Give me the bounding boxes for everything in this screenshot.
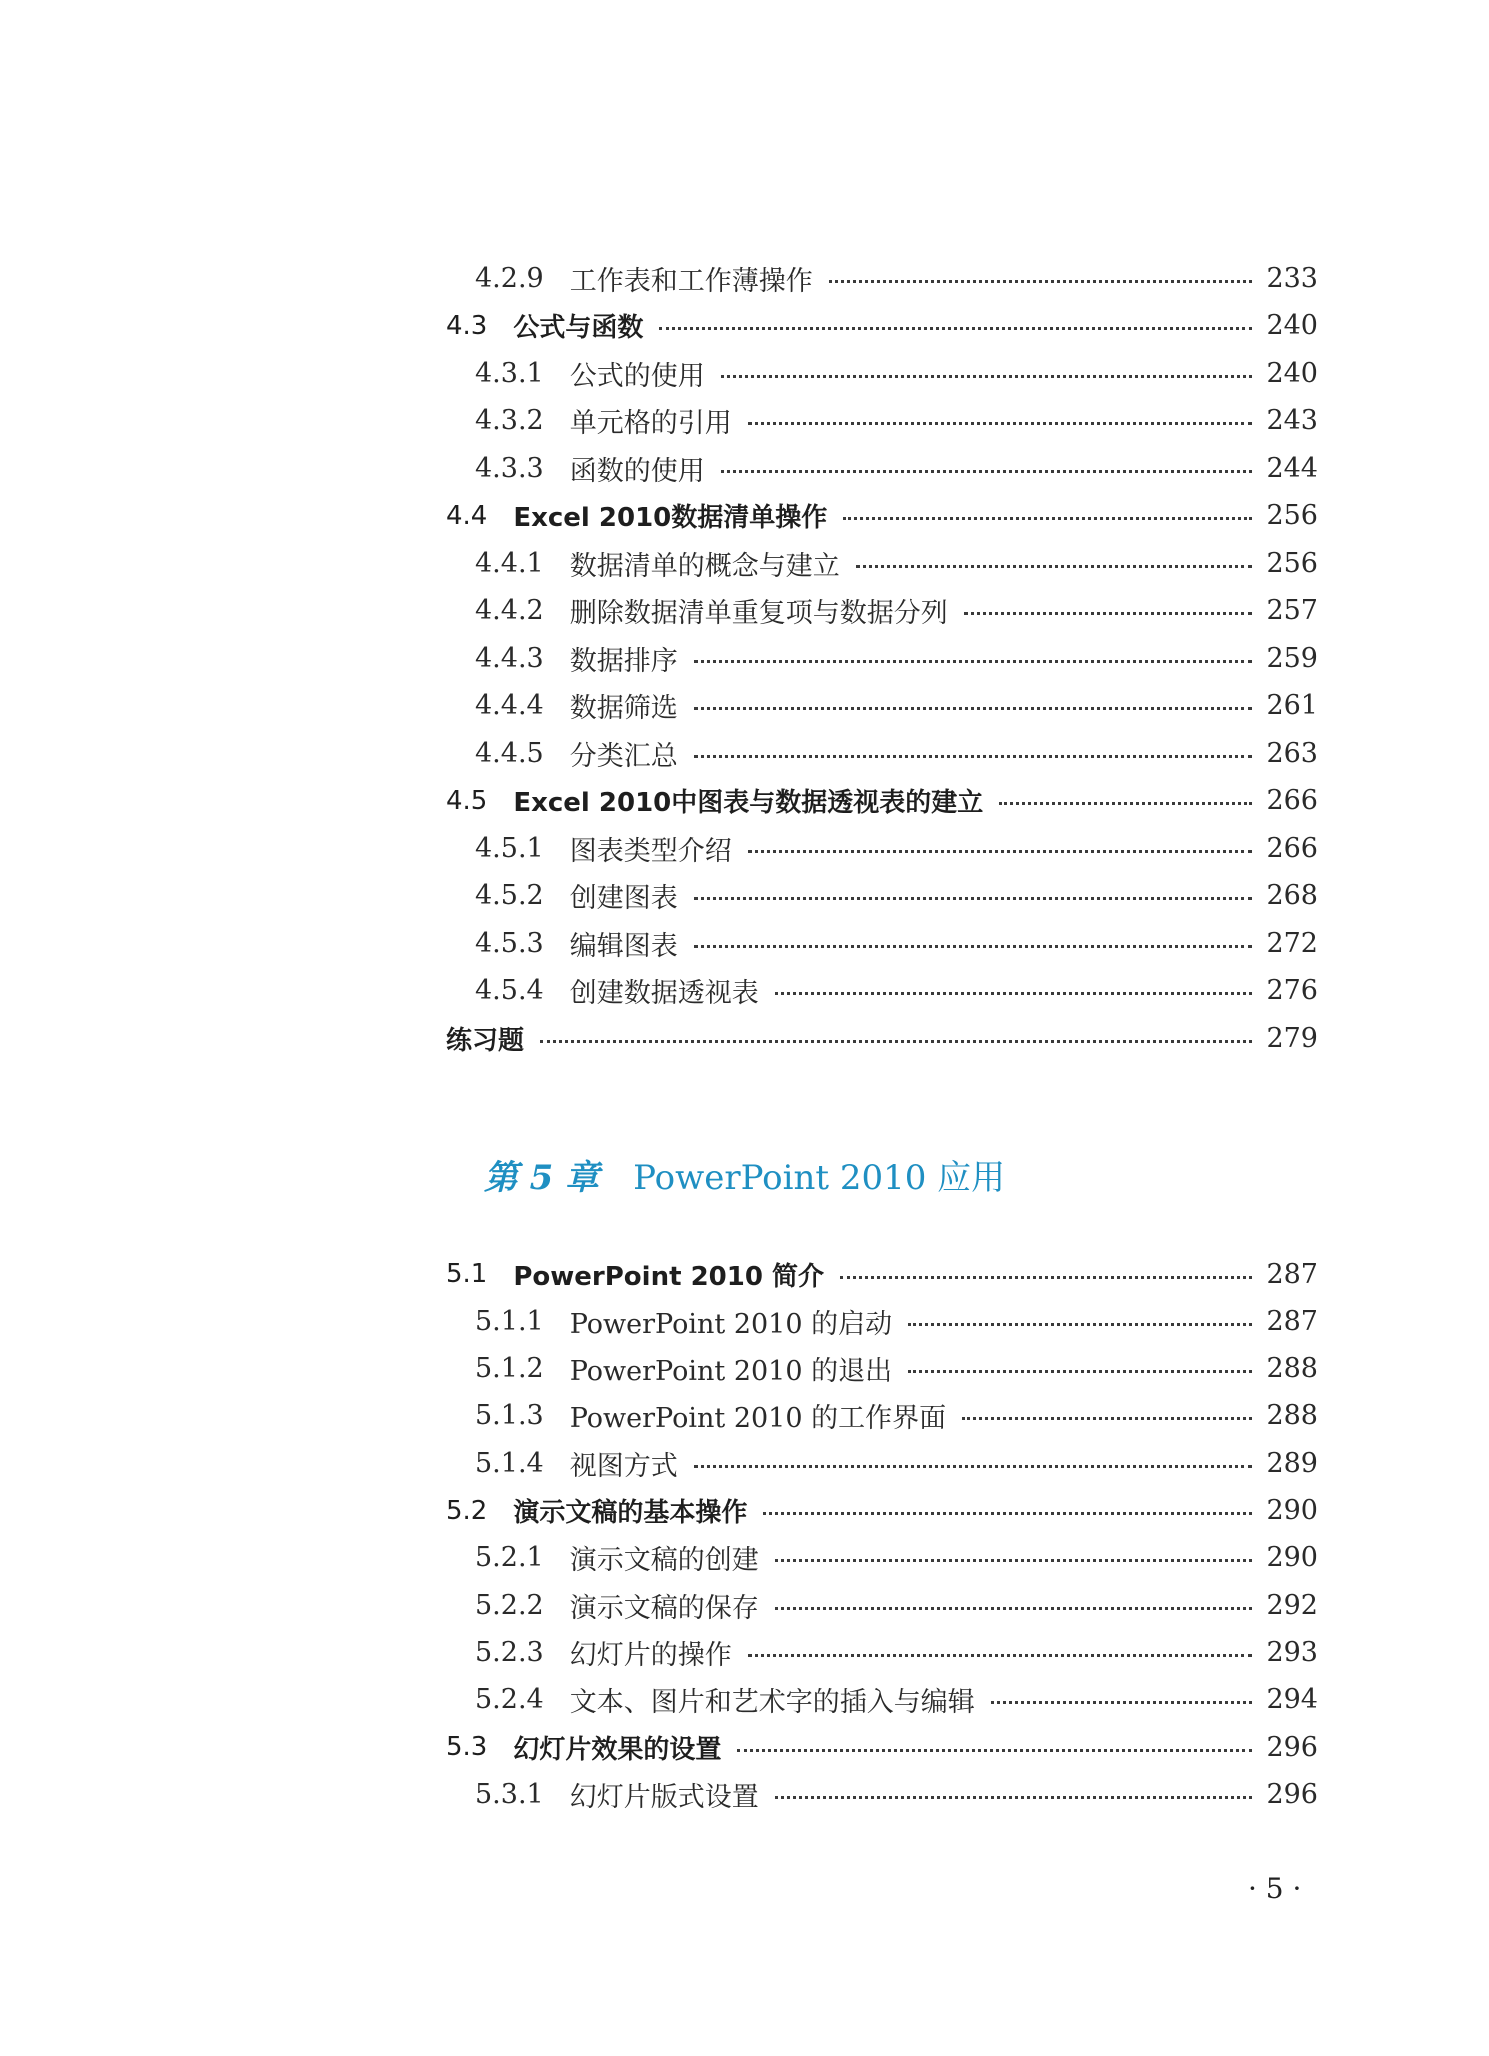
- toc-entry-number: 5.1.1: [475, 1305, 544, 1337]
- toc-entry-number: 5.2.1: [475, 1542, 544, 1574]
- dot-leader: [964, 612, 1253, 615]
- toc-entry: [446, 496, 1318, 536]
- dot-leader: [763, 1512, 1252, 1515]
- toc-entry-number: 5.3: [446, 1732, 488, 1762]
- toc-entry: [446, 1727, 1318, 1767]
- toc-entry-title: PowerPoint 2010 的退出: [569, 1356, 893, 1388]
- toc-entry-title: Excel 2010数据清单操作: [513, 503, 828, 533]
- toc-entry-page: 233: [1266, 262, 1318, 294]
- dot-leader: [991, 1701, 1253, 1704]
- toc-entry-page: 296: [1266, 1778, 1318, 1810]
- toc-entry-number: 4.4.2: [475, 595, 544, 626]
- toc-entry: [446, 733, 1318, 773]
- chapter-label: 第 5 章: [483, 1158, 600, 1198]
- toc-entry-page: 287: [1266, 1305, 1318, 1337]
- toc-entry-title: 演示文稿的基本操作: [513, 1498, 748, 1528]
- toc-entry-number: 4.4.3: [475, 642, 544, 674]
- toc-entry-page: 268: [1266, 880, 1318, 911]
- dot-leader: [737, 1749, 1252, 1752]
- toc-entry: [446, 401, 1318, 441]
- toc-entry: [446, 1632, 1318, 1672]
- toc-entry: [446, 686, 1318, 726]
- toc-entry-number: 4.3: [446, 310, 488, 341]
- toc-entry-number: 5.1.3: [475, 1400, 544, 1432]
- dot-leader: [775, 992, 1253, 995]
- toc-entry-title: PowerPoint 2010 的启动: [569, 1308, 893, 1340]
- toc-entry-number: 5.2.2: [475, 1589, 544, 1621]
- toc-entry-page: 244: [1266, 452, 1318, 484]
- toc-entry-title: 单元格的引用: [569, 408, 732, 439]
- toc-entry-page: 240: [1266, 310, 1318, 341]
- toc-entry-number: 4.4: [446, 500, 488, 531]
- toc-entry-page: 279: [1266, 1022, 1318, 1054]
- toc-entry: [446, 448, 1318, 488]
- toc-entry-title: 演示文稿的保存: [569, 1592, 759, 1624]
- toc-entry-page: 289: [1266, 1447, 1318, 1479]
- dot-leader: [694, 660, 1253, 663]
- toc-entry-title: PowerPoint 2010 简介: [513, 1261, 824, 1292]
- dot-leader: [540, 1040, 1252, 1043]
- dot-leader: [721, 470, 1253, 473]
- toc-entry-title: 数据清单的概念与建立: [569, 550, 840, 582]
- toc-entry-page: 296: [1266, 1731, 1318, 1763]
- toc-entry-title: 文本、图片和艺术字的插入与编辑: [569, 1687, 975, 1719]
- toc-entry-title: 创建数据透视表: [569, 978, 759, 1009]
- dot-leader: [829, 280, 1253, 283]
- toc-entry-title: 练习题: [446, 1025, 525, 1056]
- toc-entry-number: 4.5.3: [475, 927, 544, 959]
- toc-entry-title: 视图方式: [569, 1450, 678, 1482]
- toc-entry-number: 4.3.2: [475, 405, 544, 436]
- dot-leader: [694, 1465, 1253, 1468]
- toc-entry-title: 数据筛选: [569, 693, 678, 724]
- toc-entry-number: 5.1.4: [475, 1447, 544, 1479]
- toc-entry-page: 243: [1266, 405, 1318, 436]
- toc-entry-page: 257: [1266, 595, 1318, 626]
- toc-entry: [446, 828, 1318, 868]
- toc-entry-title: Excel 2010中图表与数据透视表的建立: [513, 788, 984, 818]
- toc-entry: [446, 781, 1318, 821]
- toc-entry: [446, 306, 1318, 346]
- toc-entry: [446, 876, 1318, 916]
- dot-leader: [659, 327, 1252, 330]
- toc-entry: [446, 543, 1318, 583]
- toc-entry-page: 256: [1266, 547, 1318, 579]
- toc-entry-page: 256: [1266, 500, 1318, 531]
- toc-entry-title: 编辑图表: [569, 930, 678, 962]
- toc-entry-page: 288: [1266, 1400, 1318, 1432]
- toc-entry-title: 函数的使用: [569, 455, 705, 487]
- dot-leader: [908, 1323, 1252, 1326]
- chapter-heading: [0, 1150, 1489, 1199]
- dot-leader: [999, 802, 1252, 805]
- dot-leader: [856, 565, 1253, 568]
- dot-leader: [721, 375, 1253, 378]
- toc-entry-page: 292: [1266, 1589, 1318, 1621]
- toc-entry-page: 290: [1266, 1495, 1318, 1526]
- toc-entry-number: 4.4.5: [475, 737, 544, 769]
- toc-entry-page: 259: [1266, 642, 1318, 674]
- toc-entry-page: 276: [1266, 975, 1318, 1006]
- dot-leader: [843, 517, 1252, 520]
- dot-leader: [748, 850, 1253, 853]
- toc-entry: [446, 1349, 1318, 1389]
- toc-entry-title: 工作表和工作薄操作: [569, 265, 813, 297]
- dot-leader: [775, 1607, 1253, 1610]
- toc-entry: [446, 971, 1318, 1011]
- dot-leader: [748, 1654, 1253, 1657]
- toc-entry-title: 数据排序: [569, 645, 678, 677]
- toc-entry: [446, 1018, 1318, 1058]
- dot-leader: [840, 1276, 1252, 1279]
- toc-entry: [446, 1774, 1318, 1814]
- toc-entry: [446, 1538, 1318, 1578]
- toc-entry-title: PowerPoint 2010 的工作界面: [569, 1403, 947, 1435]
- toc-entry: [446, 258, 1318, 298]
- toc-entry-title: 演示文稿的创建: [569, 1545, 759, 1577]
- toc-entry-page: 240: [1266, 357, 1318, 389]
- toc-entry-number: 5.1.2: [475, 1353, 544, 1385]
- toc-entry-page: 261: [1266, 690, 1318, 721]
- dot-leader: [775, 1559, 1253, 1562]
- page-number: · 5 ·: [1248, 1872, 1302, 1905]
- toc-entry-number: 5.2.4: [475, 1684, 544, 1716]
- toc-entry-page: 266: [1266, 785, 1318, 816]
- toc-entry-number: 4.5.4: [475, 975, 544, 1006]
- toc-entry-number: 4.4.4: [475, 690, 544, 721]
- toc-entry-title: 删除数据清单重复项与数据分列: [569, 598, 948, 629]
- toc-entry: [446, 1585, 1318, 1625]
- toc-entry-number: 5.1: [446, 1259, 488, 1289]
- toc-entry-page: 272: [1266, 927, 1318, 959]
- toc-entry-number: 4.3.1: [475, 357, 544, 389]
- toc-entry-page: 266: [1266, 832, 1318, 864]
- dot-leader: [694, 945, 1253, 948]
- toc-entry-title: 创建图表: [569, 883, 678, 914]
- toc-entry: [446, 1491, 1318, 1531]
- toc-entry-page: 263: [1266, 737, 1318, 769]
- toc-entry-page: 288: [1266, 1353, 1318, 1385]
- dot-leader: [775, 1796, 1253, 1799]
- toc-entry: [446, 1301, 1318, 1341]
- toc-entry-number: 5.3.1: [475, 1778, 544, 1810]
- toc-entry-title: 分类汇总: [569, 740, 678, 772]
- toc-entry-number: 4.5.2: [475, 880, 544, 911]
- dot-leader: [908, 1370, 1252, 1373]
- toc-entry-number: 4.2.9: [475, 262, 544, 294]
- toc-entry-number: 4.4.1: [475, 547, 544, 579]
- dot-leader: [694, 897, 1253, 900]
- toc-entry-title: 幻灯片效果的设置: [513, 1734, 722, 1765]
- toc-entry: [446, 923, 1318, 963]
- toc-entry-number: 5.2: [446, 1495, 488, 1526]
- toc-entry-page: 290: [1266, 1542, 1318, 1574]
- toc-entry-page: 294: [1266, 1684, 1318, 1716]
- chapter-title: PowerPoint 2010 应用: [633, 1158, 1006, 1198]
- toc-entry-number: 4.3.3: [475, 452, 544, 484]
- toc-entry-number: 4.5: [446, 785, 488, 816]
- toc-entry-title: 幻灯片版式设置: [569, 1781, 759, 1813]
- dot-leader: [962, 1417, 1252, 1420]
- dot-leader: [694, 755, 1253, 758]
- toc-entry-page: 287: [1266, 1258, 1318, 1290]
- toc-entry-page: 293: [1266, 1636, 1318, 1668]
- toc-entry: [446, 1254, 1318, 1294]
- dot-leader: [748, 422, 1253, 425]
- toc-entry-title: 幻灯片的操作: [569, 1639, 732, 1671]
- toc-entry: [446, 1680, 1318, 1720]
- toc-entry-title: 公式的使用: [569, 360, 705, 392]
- toc-entry-title: 图表类型介绍: [569, 835, 732, 867]
- toc-entry: [446, 1396, 1318, 1436]
- toc-entry: [446, 353, 1318, 393]
- toc-entry-number: 4.5.1: [475, 832, 544, 864]
- toc-entry: [446, 591, 1318, 631]
- toc-entry: [446, 638, 1318, 678]
- dot-leader: [694, 707, 1253, 710]
- toc-entry-title: 公式与函数: [513, 313, 644, 343]
- toc-entry-number: 5.2.3: [475, 1636, 544, 1668]
- toc-entry: [446, 1443, 1318, 1483]
